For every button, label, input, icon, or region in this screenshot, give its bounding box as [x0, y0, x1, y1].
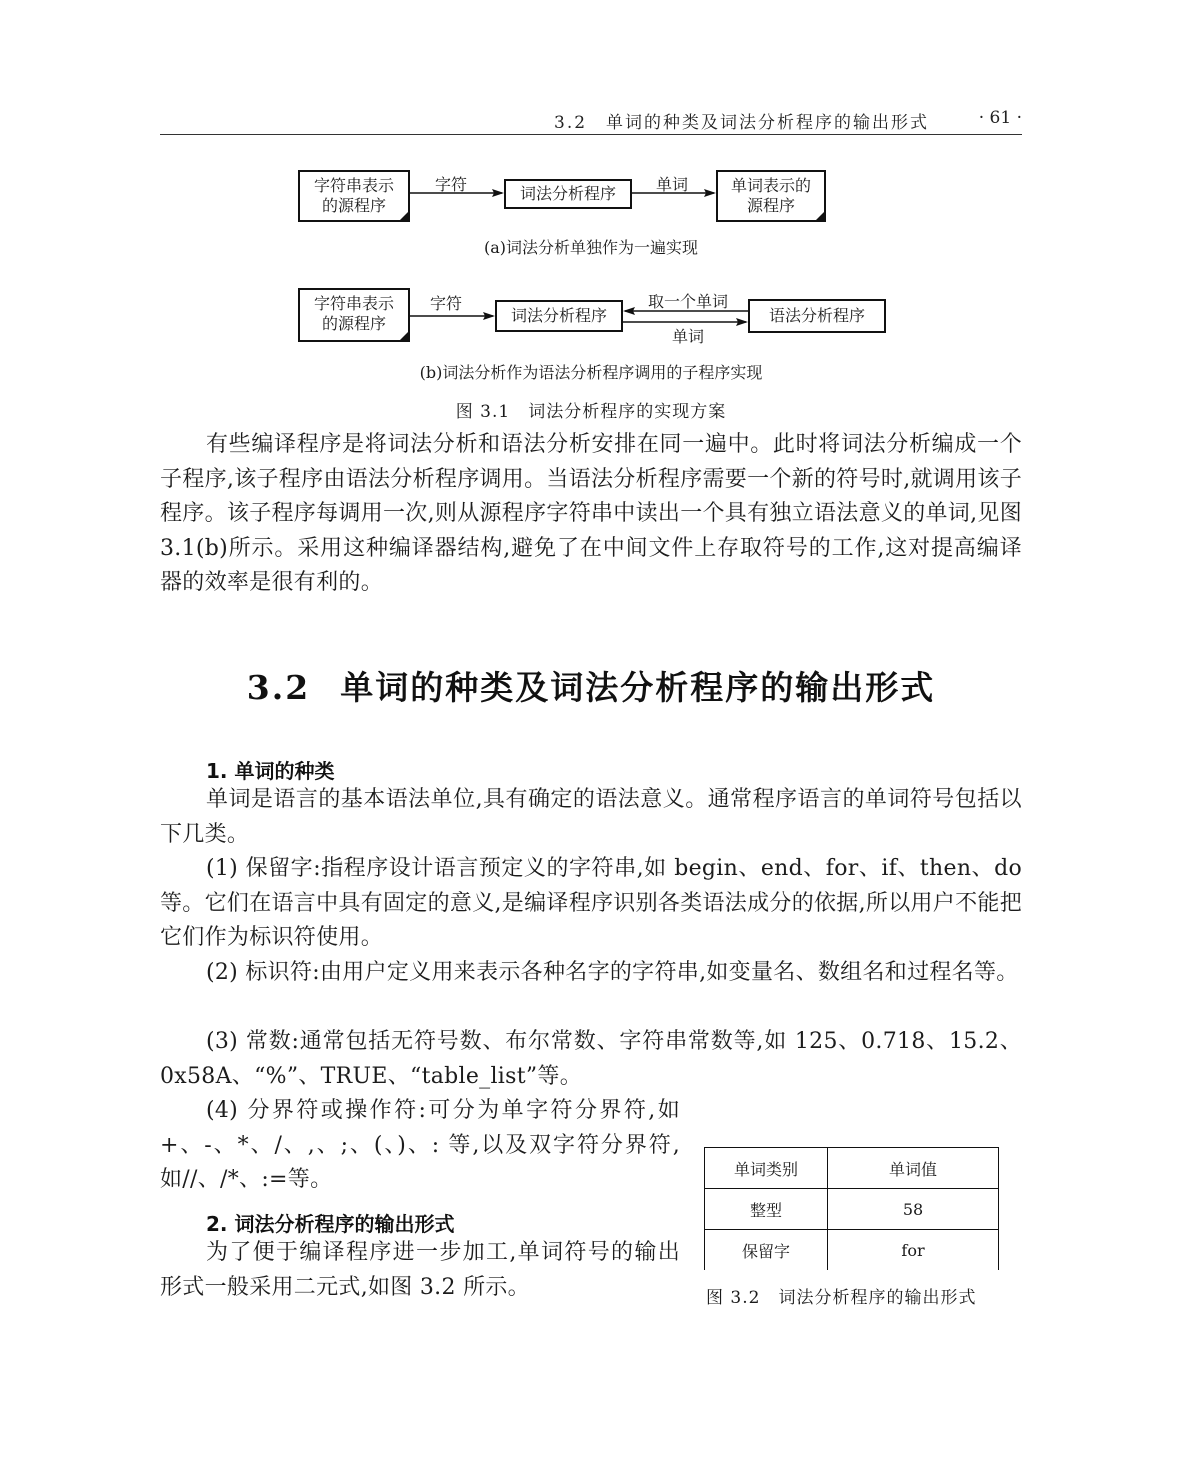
table-cell: 58 [828, 1189, 999, 1230]
table-cell: for [828, 1230, 999, 1271]
table-cell: 保留字 [705, 1230, 828, 1271]
arrow-label-tokens: 单词 [656, 175, 689, 194]
section-heading: 单词的种类及词法分析程序的输出形式 [340, 668, 936, 707]
box-line: 字符串表示 [313, 176, 394, 195]
column-header: 单词类别 [705, 1148, 828, 1189]
source-document-box [298, 288, 410, 342]
table-row [705, 1189, 999, 1230]
list-item: (3) 常数:通常包括无符号数、布尔常数、字符串常数等,如 125、0.718、15.2、0x58A、“%”、TRUE、“table_list”等。 [160, 1029, 1022, 1089]
paragraph: 为了便于编译程序进一步加工,单词符号的输出形式一般采用二元式,如图 3.2 所示。 [160, 1240, 680, 1300]
figure-3-1b [160, 280, 1022, 420]
lexer-box: 词法分析程序 [504, 179, 632, 209]
box-line: 的源程序 [321, 196, 386, 215]
section-number: 3.2 [246, 668, 311, 707]
running-header [160, 106, 1022, 135]
table-caption: 图 3.2 词法分析程序的输出形式 [706, 1288, 977, 1308]
figure-subcaption-b: (b)词法分析作为语法分析程序调用的子程序实现 [419, 363, 763, 382]
subsection-heading: 1. 单词的种类 [206, 759, 335, 783]
arrow-icon [410, 309, 496, 323]
paragraph: 单词是语言的基本语法单位,具有确定的语法意义。通常程序语言的单词符号包括以下几类。 [160, 787, 1022, 847]
list-item: (4) 分界符或操作符:可分为单字符分界符,如 +、-、*、/、,、;、(、)、: 等,以及双字符分界符,如//、/*、:=等。 [160, 1098, 680, 1192]
parser-box: 语法分析程序 [748, 299, 886, 333]
subsection-heading: 2. 词法分析程序的输出形式 [206, 1212, 455, 1236]
paragraph-intro: 有些编译程序是将词法分析和语法分析安排在同一遍中。此时将词法分析编成一个子程序,该子程序由语法分析程序调用。当语法分析程序需要一个新的符号时,就调用该子程序。该子程序每调用一次,则从源程序字符串中读出一个具有独立语法意义的单词,见图 3.1(b)所示。采用这种编译器结构,避免了在中间文件上存取符号的工作,这对提高编译器的效率是很有利的。 [160, 432, 1022, 595]
box-line: 源程序 [746, 196, 795, 215]
arrow-icon [632, 186, 717, 200]
arrow-icon [410, 186, 505, 200]
arrow-label-chars: 字符 [430, 294, 463, 313]
page-number: · 61 · [978, 108, 1022, 128]
box-line: 的源程序 [321, 314, 386, 333]
section-title [0, 662, 1182, 709]
table-cell: 整型 [705, 1189, 828, 1230]
running-title: 3.2 单词的种类及词法分析程序的输出形式 [554, 113, 930, 133]
target-document-box [716, 170, 826, 222]
table-header-row [705, 1148, 999, 1189]
column-header: 单词值 [828, 1148, 999, 1189]
return-token-label: 单词 [672, 327, 705, 346]
lexer-box: 词法分析程序 [495, 300, 623, 332]
figure-subcaption-a: (a)词法分析单独作为一遍实现 [483, 238, 699, 257]
source-document-box [298, 170, 410, 222]
figure-caption: 图 3.1 词法分析程序的实现方案 [455, 402, 727, 422]
token-output-table [704, 1147, 999, 1270]
arrow-label-chars: 字符 [435, 175, 468, 194]
list-item: (2) 标识符:由用户定义用来表示各种名字的字符串,如变量名、数组名和过程名等。 [206, 960, 1019, 985]
request-token-label: 取一个单词 [648, 292, 729, 311]
box-line: 字符串表示 [313, 294, 394, 313]
list-item: (1) 保留字:指程序设计语言预定义的字符串,如 begin、end、for、if、then、do 等。它们在语言中具有固定的意义,是编译程序识别各类语法成分的依据,所以用户不能把它们作为标识符使用。 [160, 856, 1022, 950]
table-row [705, 1230, 999, 1271]
box-line: 单词表示的 [730, 176, 811, 195]
figure-3-1a [160, 160, 1022, 260]
